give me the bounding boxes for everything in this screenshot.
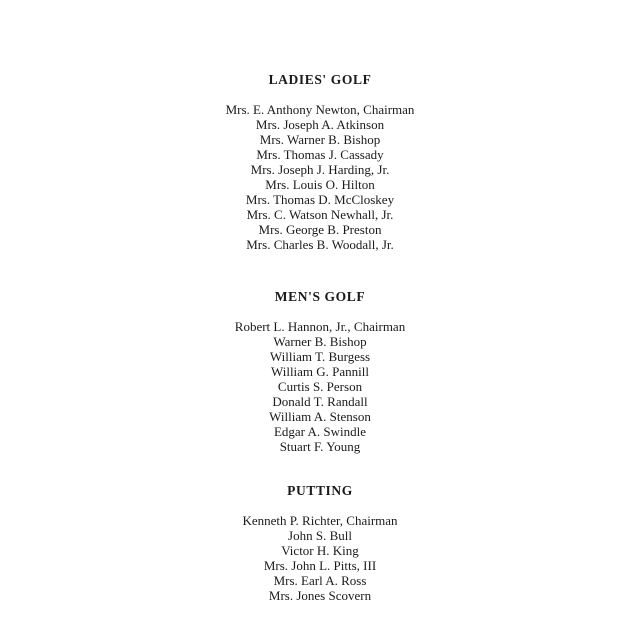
- member-name: William T. Burgess: [269, 349, 371, 364]
- member-name: Donald T. Randall: [272, 394, 368, 409]
- member-name: Mrs. Joseph A. Atkinson: [255, 117, 385, 132]
- section-heading: LADIES' GOLF: [268, 72, 372, 87]
- member-name: Mrs. George B. Preston: [258, 222, 382, 237]
- member-name: Mrs. Joseph J. Harding, Jr.: [250, 162, 390, 177]
- member-list: [0, 513, 640, 603]
- member-name: Curtis S. Person: [277, 379, 363, 394]
- member-name: John S. Bull: [288, 528, 352, 543]
- member-name: Mrs. Earl A. Ross: [273, 573, 367, 588]
- member-name: Mrs. Charles B. Woodall, Jr.: [246, 237, 394, 252]
- member-name: Warner B. Bishop: [273, 334, 367, 349]
- member-name: Victor H. King: [281, 543, 359, 558]
- section-heading: PUTTING: [287, 483, 353, 498]
- member-name: William G. Pannill: [270, 364, 370, 379]
- member-name: Mrs. Thomas D. McCloskey: [245, 192, 395, 207]
- member-list: [0, 319, 640, 454]
- member-name: Mrs. C. Watson Newhall, Jr.: [246, 207, 394, 222]
- member-name: William A. Stenson: [269, 409, 371, 424]
- putting-section: [0, 483, 640, 603]
- member-name: Mrs. Louis O. Hilton: [265, 177, 375, 192]
- member-name: Mrs. Warner B. Bishop: [259, 132, 381, 147]
- member-name: Mrs. John L. Pitts, III: [263, 558, 377, 573]
- member-name: Mrs. E. Anthony Newton, Chairman: [225, 102, 415, 117]
- member-name: Stuart F. Young: [279, 439, 361, 454]
- mens-golf-section: [0, 289, 640, 454]
- member-name: Mrs. Jones Scovern: [268, 588, 372, 603]
- member-name: Kenneth P. Richter, Chairman: [242, 513, 398, 528]
- member-name: Mrs. Thomas J. Cassady: [256, 147, 384, 162]
- member-name: Edgar A. Swindle: [273, 424, 367, 439]
- member-list: [0, 102, 640, 252]
- member-name: Robert L. Hannon, Jr., Chairman: [234, 319, 406, 334]
- ladies-golf-section: [0, 72, 640, 252]
- section-heading: MEN'S GOLF: [274, 289, 366, 304]
